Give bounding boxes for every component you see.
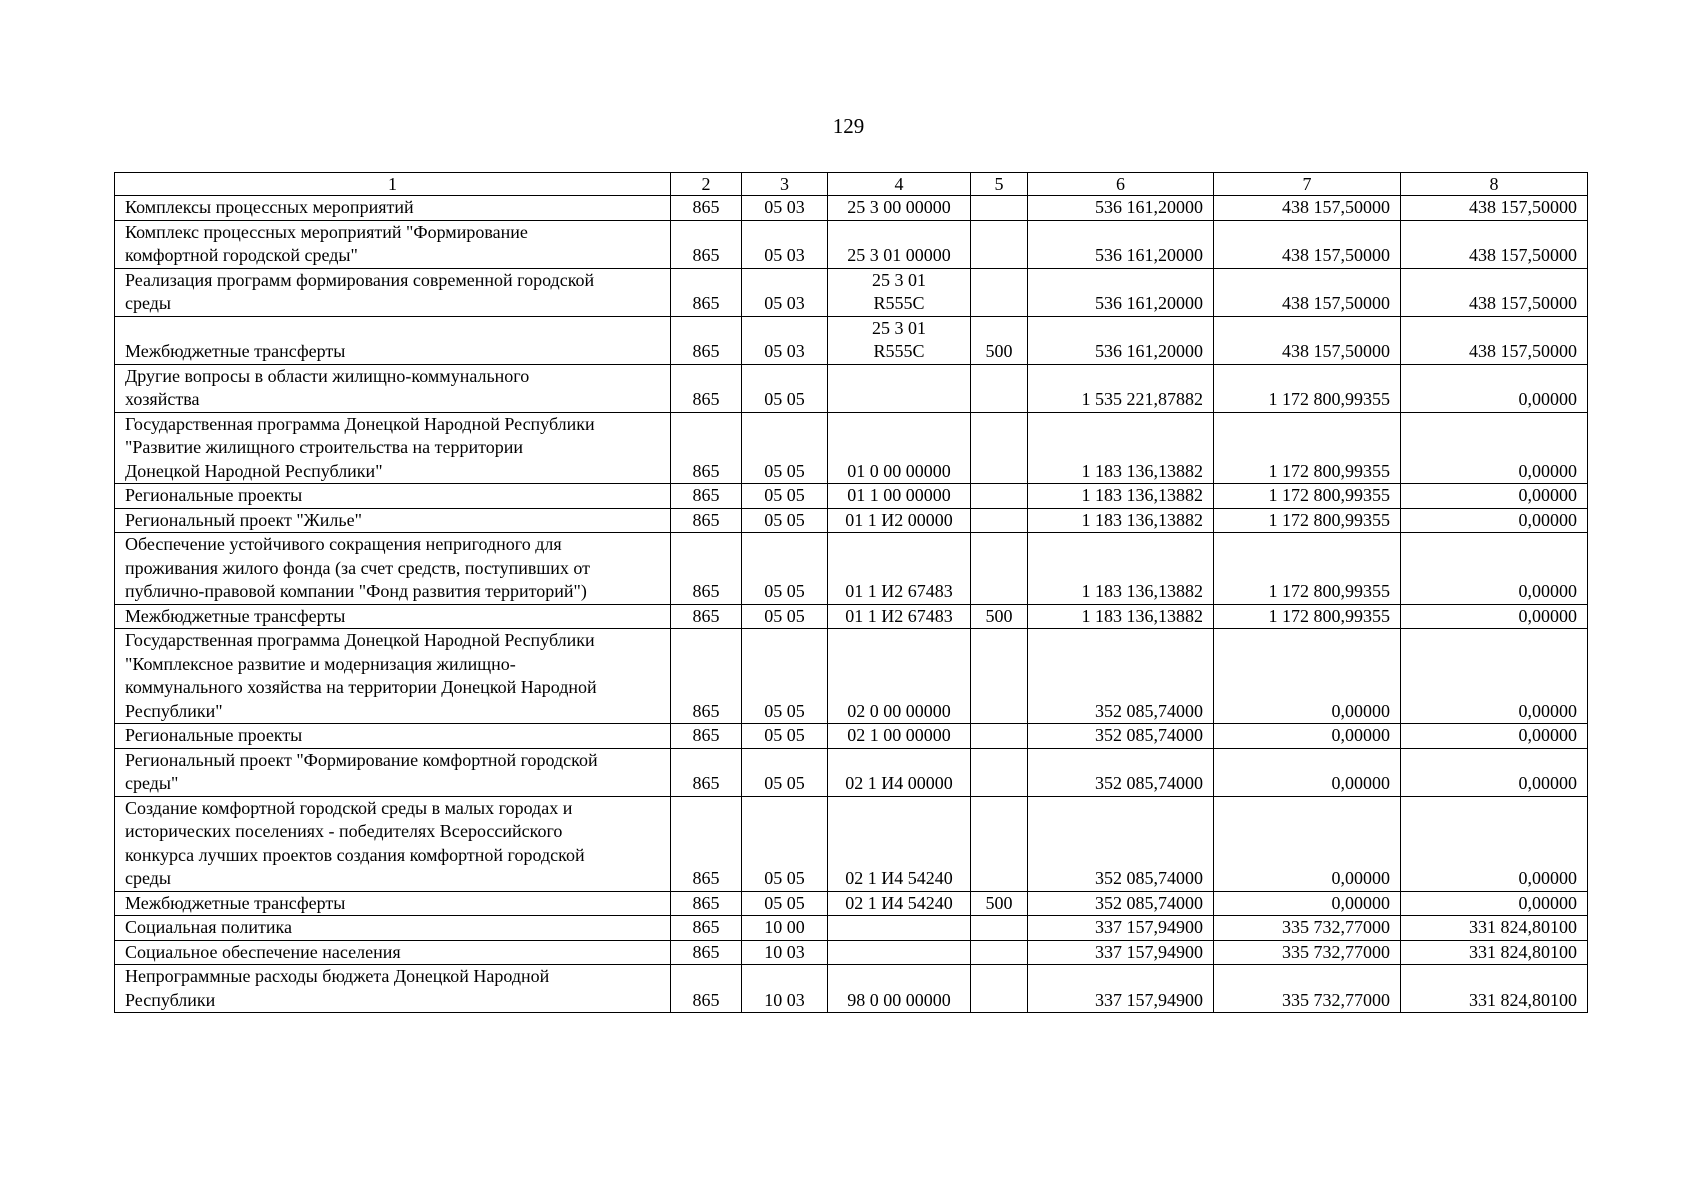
department-code-cell: 865 <box>671 196 742 221</box>
table-row <box>115 484 1588 509</box>
expense-type-cell <box>971 412 1028 484</box>
target-article-cell: 98 0 00 00000 <box>828 965 971 1013</box>
section-code-cell: 05 05 <box>742 604 828 629</box>
row-name-cell: Региональные проекты <box>115 724 671 749</box>
amount-year-1-cell: 536 161,20000 <box>1028 316 1214 364</box>
row-name-cell: Межбюджетные трансферты <box>115 316 671 364</box>
table-row <box>115 748 1588 796</box>
table-body <box>115 196 1588 1013</box>
target-article-cell: 01 0 00 00000 <box>828 412 971 484</box>
amount-year-3-cell: 438 157,50000 <box>1401 196 1588 221</box>
amount-year-3-cell: 0,00000 <box>1401 724 1588 749</box>
table-row <box>115 316 1588 364</box>
amount-year-1-cell: 352 085,74000 <box>1028 629 1214 724</box>
amount-year-2-cell: 438 157,50000 <box>1214 220 1401 268</box>
row-name-cell: Региональный проект "Жилье" <box>115 508 671 533</box>
expense-type-cell <box>971 916 1028 941</box>
amount-year-2-cell: 1 172 800,99355 <box>1214 533 1401 605</box>
amount-year-1-cell: 352 085,74000 <box>1028 891 1214 916</box>
amount-year-3-cell: 438 157,50000 <box>1401 316 1588 364</box>
amount-year-2-cell: 1 172 800,99355 <box>1214 484 1401 509</box>
department-code-cell: 865 <box>671 891 742 916</box>
expense-type-cell <box>971 796 1028 891</box>
amount-year-2-cell: 0,00000 <box>1214 724 1401 749</box>
expense-type-cell <box>971 965 1028 1013</box>
section-code-cell: 05 03 <box>742 268 828 316</box>
column-number-header: 1 <box>115 173 671 196</box>
amount-year-3-cell: 0,00000 <box>1401 412 1588 484</box>
target-article-cell: 25 3 00 00000 <box>828 196 971 221</box>
department-code-cell: 865 <box>671 484 742 509</box>
target-article-cell <box>828 916 971 941</box>
amount-year-2-cell: 0,00000 <box>1214 891 1401 916</box>
amount-year-2-cell: 0,00000 <box>1214 629 1401 724</box>
row-name-cell: Межбюджетные трансферты <box>115 891 671 916</box>
section-code-cell: 05 03 <box>742 316 828 364</box>
row-name-cell: Социальное обеспечение населения <box>115 940 671 965</box>
amount-year-2-cell: 438 157,50000 <box>1214 196 1401 221</box>
department-code-cell: 865 <box>671 604 742 629</box>
department-code-cell: 865 <box>671 916 742 941</box>
amount-year-2-cell: 438 157,50000 <box>1214 316 1401 364</box>
expense-type-cell <box>971 724 1028 749</box>
amount-year-1-cell: 337 157,94900 <box>1028 965 1214 1013</box>
department-code-cell: 865 <box>671 629 742 724</box>
table-row <box>115 533 1588 605</box>
column-number-header: 5 <box>971 173 1028 196</box>
amount-year-2-cell: 438 157,50000 <box>1214 268 1401 316</box>
section-code-cell: 05 05 <box>742 796 828 891</box>
amount-year-3-cell: 331 824,80100 <box>1401 940 1588 965</box>
amount-year-1-cell: 337 157,94900 <box>1028 916 1214 941</box>
section-code-cell: 05 03 <box>742 196 828 221</box>
section-code-cell: 05 05 <box>742 629 828 724</box>
amount-year-1-cell: 337 157,94900 <box>1028 940 1214 965</box>
row-name-cell: Комплексы процессных мероприятий <box>115 196 671 221</box>
section-code-cell: 05 05 <box>742 891 828 916</box>
expense-type-cell <box>971 508 1028 533</box>
amount-year-3-cell: 0,00000 <box>1401 508 1588 533</box>
department-code-cell: 865 <box>671 316 742 364</box>
section-code-cell: 05 05 <box>742 484 828 509</box>
table-row <box>115 724 1588 749</box>
section-code-cell: 05 05 <box>742 412 828 484</box>
amount-year-2-cell: 0,00000 <box>1214 748 1401 796</box>
row-name-cell: Другие вопросы в области жилищно-коммунального хозяйства <box>115 364 671 412</box>
department-code-cell: 865 <box>671 364 742 412</box>
amount-year-1-cell: 1 183 136,13882 <box>1028 604 1214 629</box>
target-article-cell: 01 1 И2 67483 <box>828 533 971 605</box>
amount-year-1-cell: 1 183 136,13882 <box>1028 484 1214 509</box>
row-name-cell: Государственная программа Донецкой Народной Республики "Развитие жилищного строительства на территории Донецкой Народной Республики" <box>115 412 671 484</box>
amount-year-2-cell: 335 732,77000 <box>1214 940 1401 965</box>
expense-type-cell: 500 <box>971 316 1028 364</box>
column-number-header: 7 <box>1214 173 1401 196</box>
table-row <box>115 604 1588 629</box>
target-article-cell: 25 3 01 R555C <box>828 268 971 316</box>
department-code-cell: 865 <box>671 220 742 268</box>
amount-year-3-cell: 0,00000 <box>1401 604 1588 629</box>
row-name-cell: Региональные проекты <box>115 484 671 509</box>
section-code-cell: 05 05 <box>742 364 828 412</box>
department-code-cell: 865 <box>671 533 742 605</box>
column-number-header: 3 <box>742 173 828 196</box>
target-article-cell: 01 1 И2 67483 <box>828 604 971 629</box>
row-name-cell: Межбюджетные трансферты <box>115 604 671 629</box>
section-code-cell: 05 05 <box>742 533 828 605</box>
amount-year-3-cell: 438 157,50000 <box>1401 220 1588 268</box>
column-number-header: 8 <box>1401 173 1588 196</box>
table-row <box>115 629 1588 724</box>
expense-type-cell: 500 <box>971 891 1028 916</box>
row-name-cell: Комплекс процессных мероприятий "Формирование комфортной городской среды" <box>115 220 671 268</box>
table-row <box>115 196 1588 221</box>
amount-year-3-cell: 0,00000 <box>1401 484 1588 509</box>
expense-type-cell <box>971 748 1028 796</box>
target-article-cell: 01 1 00 00000 <box>828 484 971 509</box>
department-code-cell: 865 <box>671 508 742 533</box>
section-code-cell: 05 05 <box>742 724 828 749</box>
amount-year-3-cell: 331 824,80100 <box>1401 916 1588 941</box>
row-name-cell: Государственная программа Донецкой Народной Республики "Комплексное развитие и модернизация жилищно- коммунального хозяйства на территории Донецкой Народной Республики" <box>115 629 671 724</box>
amount-year-2-cell: 0,00000 <box>1214 796 1401 891</box>
column-number-row <box>115 173 1588 196</box>
column-number-header: 4 <box>828 173 971 196</box>
amount-year-2-cell: 1 172 800,99355 <box>1214 364 1401 412</box>
amount-year-3-cell: 438 157,50000 <box>1401 268 1588 316</box>
row-name-cell: Создание комфортной городской среды в малых городах и исторических поселениях - победителях Всероссийского конкурса лучших проектов создания комфортной городской среды <box>115 796 671 891</box>
amount-year-1-cell: 536 161,20000 <box>1028 268 1214 316</box>
expense-type-cell <box>971 268 1028 316</box>
department-code-cell: 865 <box>671 940 742 965</box>
table-row <box>115 508 1588 533</box>
amount-year-1-cell: 1 535 221,87882 <box>1028 364 1214 412</box>
amount-year-1-cell: 1 183 136,13882 <box>1028 508 1214 533</box>
amount-year-2-cell: 335 732,77000 <box>1214 965 1401 1013</box>
column-number-header: 6 <box>1028 173 1214 196</box>
target-article-cell <box>828 364 971 412</box>
row-name-cell: Реализация программ формирования современной городской среды <box>115 268 671 316</box>
amount-year-1-cell: 1 183 136,13882 <box>1028 533 1214 605</box>
amount-year-3-cell: 0,00000 <box>1401 891 1588 916</box>
expense-type-cell <box>971 196 1028 221</box>
expense-type-cell <box>971 484 1028 509</box>
expense-type-cell: 500 <box>971 604 1028 629</box>
table-row <box>115 940 1588 965</box>
row-name-cell: Региональный проект "Формирование комфортной городской среды" <box>115 748 671 796</box>
table-row <box>115 796 1588 891</box>
amount-year-1-cell: 536 161,20000 <box>1028 220 1214 268</box>
expense-type-cell <box>971 940 1028 965</box>
amount-year-3-cell: 0,00000 <box>1401 629 1588 724</box>
table-row <box>115 412 1588 484</box>
row-name-cell: Непрограммные расходы бюджета Донецкой Народной Республики <box>115 965 671 1013</box>
amount-year-3-cell: 331 824,80100 <box>1401 965 1588 1013</box>
section-code-cell: 10 03 <box>742 940 828 965</box>
department-code-cell: 865 <box>671 412 742 484</box>
table-row <box>115 891 1588 916</box>
amount-year-3-cell: 0,00000 <box>1401 364 1588 412</box>
section-code-cell: 05 05 <box>742 508 828 533</box>
table-row <box>115 965 1588 1013</box>
section-code-cell: 10 03 <box>742 965 828 1013</box>
target-article-cell: 25 3 01 00000 <box>828 220 971 268</box>
amount-year-1-cell: 352 085,74000 <box>1028 796 1214 891</box>
row-name-cell: Социальная политика <box>115 916 671 941</box>
amount-year-3-cell: 0,00000 <box>1401 796 1588 891</box>
table-row <box>115 220 1588 268</box>
row-name-cell: Обеспечение устойчивого сокращения непригодного для проживания жилого фонда (за счет средств, поступивших от публично-правовой компании "Фонд развития территорий") <box>115 533 671 605</box>
department-code-cell: 865 <box>671 796 742 891</box>
amount-year-3-cell: 0,00000 <box>1401 748 1588 796</box>
page-number: 129 <box>832 114 865 138</box>
department-code-cell: 865 <box>671 748 742 796</box>
department-code-cell: 865 <box>671 268 742 316</box>
amount-year-2-cell: 1 172 800,99355 <box>1214 412 1401 484</box>
department-code-cell: 865 <box>671 724 742 749</box>
target-article-cell: 02 1 И4 00000 <box>828 748 971 796</box>
section-code-cell: 05 03 <box>742 220 828 268</box>
amount-year-2-cell: 1 172 800,99355 <box>1214 508 1401 533</box>
expense-type-cell <box>971 220 1028 268</box>
amount-year-1-cell: 352 085,74000 <box>1028 748 1214 796</box>
section-code-cell: 10 00 <box>742 916 828 941</box>
amount-year-2-cell: 1 172 800,99355 <box>1214 604 1401 629</box>
target-article-cell: 01 1 И2 00000 <box>828 508 971 533</box>
expense-type-cell <box>971 533 1028 605</box>
table-row <box>115 364 1588 412</box>
target-article-cell: 02 0 00 00000 <box>828 629 971 724</box>
budget-table <box>114 172 1588 1013</box>
amount-year-1-cell: 1 183 136,13882 <box>1028 412 1214 484</box>
amount-year-3-cell: 0,00000 <box>1401 533 1588 605</box>
amount-year-1-cell: 536 161,20000 <box>1028 196 1214 221</box>
target-article-cell: 25 3 01 R555C <box>828 316 971 364</box>
section-code-cell: 05 05 <box>742 748 828 796</box>
target-article-cell: 02 1 И4 54240 <box>828 891 971 916</box>
expense-type-cell <box>971 629 1028 724</box>
target-article-cell: 02 1 И4 54240 <box>828 796 971 891</box>
table-row <box>115 268 1588 316</box>
amount-year-1-cell: 352 085,74000 <box>1028 724 1214 749</box>
department-code-cell: 865 <box>671 965 742 1013</box>
expense-type-cell <box>971 364 1028 412</box>
table-row <box>115 916 1588 941</box>
column-number-header: 2 <box>671 173 742 196</box>
target-article-cell: 02 1 00 00000 <box>828 724 971 749</box>
amount-year-2-cell: 335 732,77000 <box>1214 916 1401 941</box>
target-article-cell <box>828 940 971 965</box>
